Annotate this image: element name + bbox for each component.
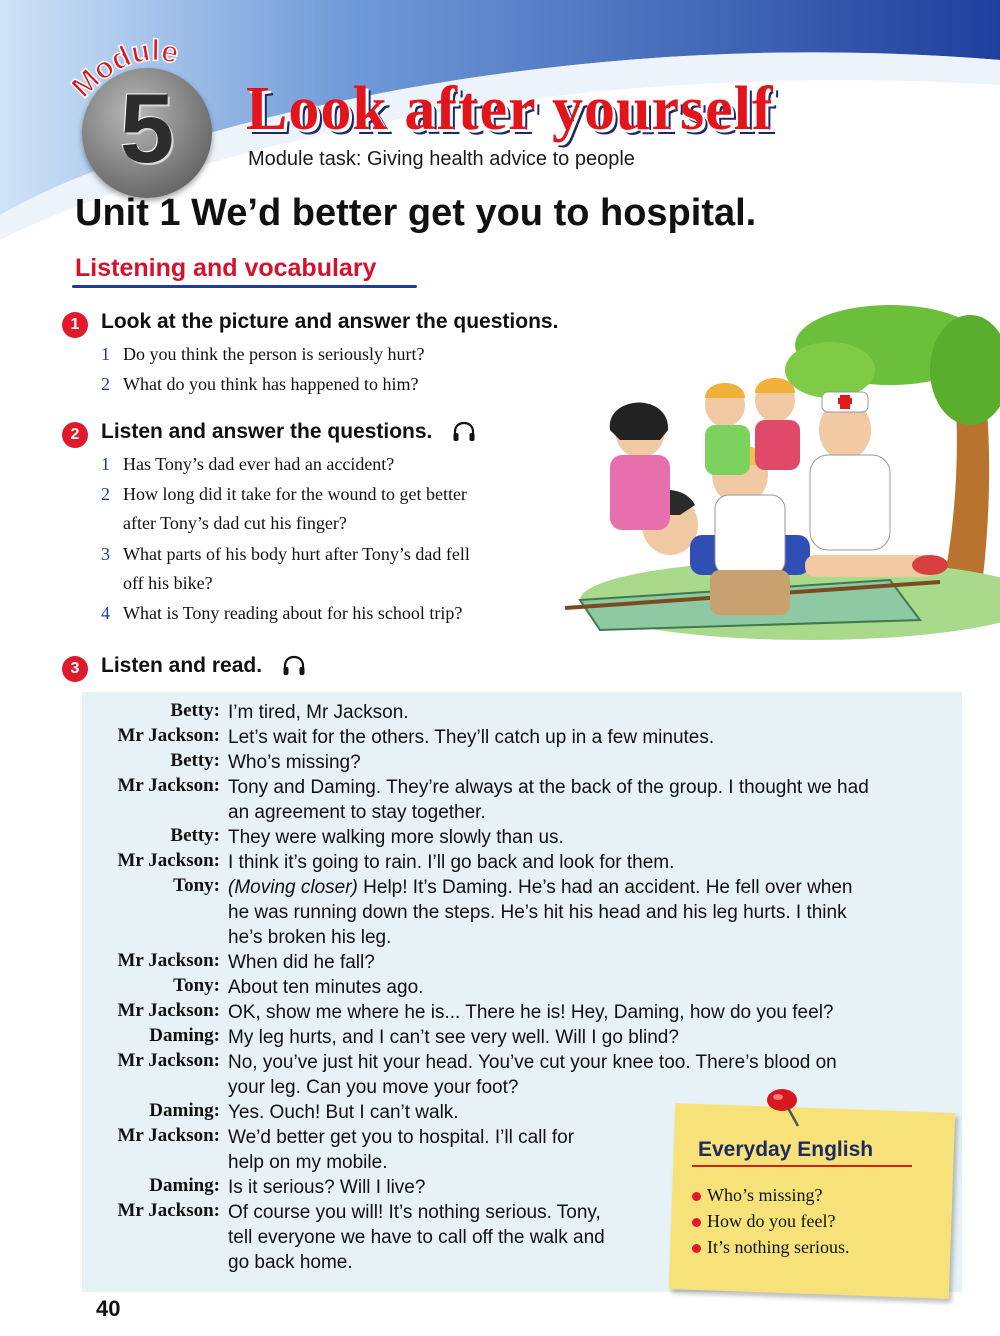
- question-number: 4: [101, 603, 110, 623]
- dialogue-speaker: Betty:: [170, 700, 220, 721]
- dialogue-line: an agreement to stay together.: [228, 802, 486, 823]
- headphone-icon[interactable]: [282, 655, 306, 677]
- dialogue-speaker: Betty:: [170, 825, 220, 846]
- dialogue-line: your leg. Can you move your foot?: [228, 1077, 519, 1098]
- dialogue-line: They were walking more slowly than us.: [228, 827, 564, 848]
- dialogue-line: Let’s wait for the others. They’ll catch up in a few minutes.: [228, 727, 715, 748]
- question-item: [101, 370, 418, 399]
- everyday-english-item: Who’s missing?: [692, 1185, 823, 1206]
- dialogue-speaker: Mr Jackson:: [117, 775, 220, 796]
- dialogue-line: OK, show me where he is... There he is! Hey, Daming, how do you feel?: [228, 1002, 834, 1023]
- dialogue-speaker: Tony:: [173, 975, 220, 996]
- everyday-english-item: How do you feel?: [692, 1211, 835, 1232]
- module-number: 5: [119, 73, 175, 183]
- dialogue-speaker: Tony:: [173, 875, 220, 896]
- section-title: Listening and vocabulary: [75, 254, 377, 282]
- question-number: 2: [101, 484, 110, 504]
- dialogue-speaker: Mr Jackson:: [117, 1200, 220, 1221]
- question-text: How long did it take for the wound to get better: [123, 484, 467, 504]
- dialogue-speaker: Mr Jackson:: [117, 1125, 220, 1146]
- first-aid-illustration: [560, 300, 1000, 650]
- activity-instruction-text: Listen and answer the questions.: [101, 420, 433, 443]
- everyday-english-item: It’s nothing serious.: [692, 1237, 850, 1258]
- question-text: Has Tony’s dad ever had an accident?: [123, 454, 395, 474]
- bullet-icon: [692, 1192, 701, 1201]
- everyday-english-title: Everyday English: [698, 1138, 874, 1161]
- question-text: What is Tony reading about for his school trip?: [123, 603, 463, 623]
- question-text: Do you think the person is seriously hurt?: [123, 344, 425, 364]
- question-item: [101, 599, 462, 628]
- module-title: Look after yourself: [246, 75, 774, 143]
- question-item: [101, 480, 467, 538]
- headphone-icon[interactable]: [452, 421, 476, 443]
- question-item: [101, 450, 394, 479]
- question-text: What do you think has happened to him?: [123, 374, 419, 394]
- dialogue-line: he’s broken his leg.: [228, 927, 392, 948]
- activity-number: 2: [62, 422, 88, 448]
- unit-title: Unit 1 We’d better get you to hospital.: [75, 192, 757, 234]
- module-task: Module task: Giving health advice to people: [248, 148, 635, 170]
- pushpin-icon: [760, 1082, 810, 1130]
- bullet-icon: [692, 1218, 701, 1227]
- activity-number: 1: [62, 312, 88, 338]
- question-number: 3: [101, 544, 110, 564]
- activity-instruction: [101, 654, 306, 678]
- dialogue-line: Is it serious? Will I live?: [228, 1177, 426, 1198]
- dialogue-line: Who’s missing?: [228, 752, 361, 773]
- activity-instruction: Look at the picture and answer the questions.: [101, 310, 559, 333]
- everyday-english-underline: [692, 1165, 912, 1167]
- dialogue-line: About ten minutes ago.: [228, 977, 424, 998]
- activity-number: 3: [62, 656, 88, 682]
- dialogue-speaker: Daming:: [149, 1175, 220, 1196]
- question-number: 1: [101, 344, 110, 364]
- dialogue-line: No, you’ve just hit your head. You’ve cut your knee too. There’s blood on: [228, 1052, 837, 1073]
- dialogue-line: When did he fall?: [228, 952, 375, 973]
- activity-instruction: [101, 420, 476, 444]
- question-text: after Tony’s dad cut his finger?: [123, 513, 347, 533]
- svg-text:Module: [66, 34, 182, 104]
- dialogue-line: (Moving closer) Help! It’s Daming. He’s had an accident. He fell over when: [228, 877, 853, 898]
- module-word: Module: [65, 34, 182, 105]
- question-text: What parts of his body hurt after Tony’s dad fell: [123, 544, 470, 564]
- dialogue-line: My leg hurts, and I can’t see very well. Will I go blind?: [228, 1027, 679, 1048]
- dialogue-line: tell everyone we have to call off the walk and: [228, 1227, 605, 1248]
- dialogue-line: help on my mobile.: [228, 1152, 388, 1173]
- dialogue-speaker: Mr Jackson:: [117, 725, 220, 746]
- bullet-icon: [692, 1244, 701, 1253]
- page-number: 40: [96, 1296, 121, 1321]
- dialogue-line: Yes. Ouch! But I can’t walk.: [228, 1102, 459, 1123]
- dialogue-speaker: Mr Jackson:: [117, 850, 220, 871]
- dialogue-line: he was running down the steps. He’s hit his head and his leg hurts. I think: [228, 902, 847, 923]
- dialogue-line: Tony and Daming. They’re always at the back of the group. I thought we had: [228, 777, 869, 798]
- dialogue-speaker: Mr Jackson:: [117, 1050, 220, 1071]
- question-text: off his bike?: [123, 573, 213, 593]
- dialogue-speaker: Daming:: [149, 1025, 220, 1046]
- dialogue-line: I think it’s going to rain. I’ll go back and look for them.: [228, 852, 675, 873]
- module-word-label: [60, 26, 240, 106]
- stage-direction: (Moving closer): [228, 877, 358, 898]
- question-number: 1: [101, 454, 110, 474]
- dialogue-speaker: Betty:: [170, 750, 220, 771]
- dialogue-speaker: Daming:: [149, 1100, 220, 1121]
- dialogue-speaker: Mr Jackson:: [117, 1000, 220, 1021]
- dialogue-line: Of course you will! It’s nothing serious. Tony,: [228, 1202, 601, 1223]
- dialogue-speaker: Mr Jackson:: [117, 950, 220, 971]
- question-number: 2: [101, 374, 110, 394]
- section-underline: [72, 285, 417, 288]
- dialogue-line: We’d better get you to hospital. I’ll call for: [228, 1127, 575, 1148]
- question-item: [101, 540, 470, 598]
- activity-instruction-text: Listen and read.: [101, 654, 263, 677]
- dialogue-line: I’m tired, Mr Jackson.: [228, 702, 409, 723]
- question-item: [101, 340, 424, 369]
- dialogue-line: go back home.: [228, 1252, 353, 1273]
